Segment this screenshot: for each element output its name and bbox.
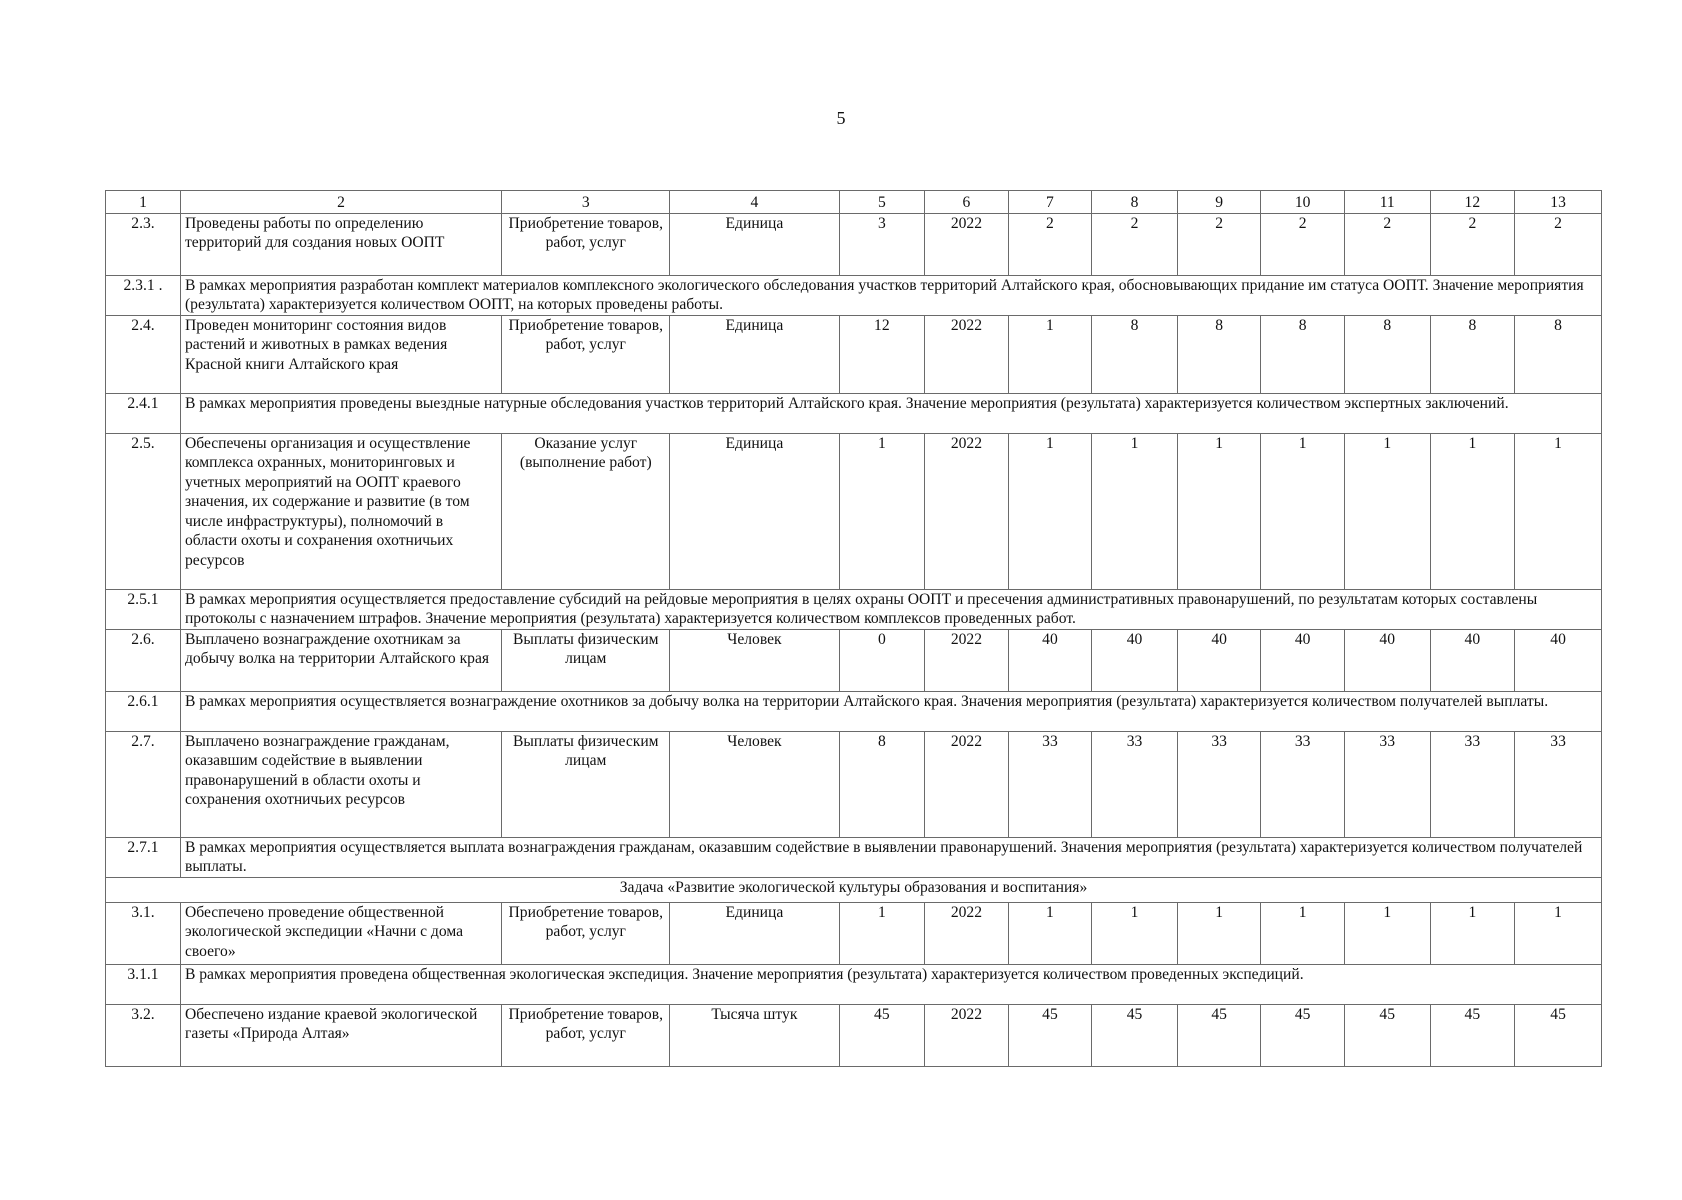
value-cell: 2022 bbox=[925, 213, 1009, 275]
value-cell: 2022 bbox=[925, 433, 1009, 589]
unit-of-measure: Единица bbox=[670, 433, 839, 589]
value-cell: 1 bbox=[1344, 433, 1430, 589]
measure-name: Обеспечены организация и осуществление комплекса охранных, мониторинговых и учетных мероприятий на ООПТ краевого значения, их содержание и развитие (в том числе инфраструктуры), полномочий в области охоты и сохранения охотничьих ресурсов bbox=[180, 433, 501, 589]
table-row bbox=[106, 731, 1602, 837]
row-number: 2.4.1 bbox=[106, 393, 181, 433]
column-number-header: 7 bbox=[1008, 191, 1092, 214]
value-cell: 1 bbox=[1177, 433, 1261, 589]
value-cell: 1 bbox=[1261, 433, 1345, 589]
value-cell: 40 bbox=[1430, 629, 1515, 691]
measure-name: Обеспечено проведение общественной экологической экспедиции «Начни с дома своего» bbox=[180, 902, 501, 964]
value-cell: 1 bbox=[839, 902, 925, 964]
value-cell: 8 bbox=[1177, 315, 1261, 393]
value-cell: 33 bbox=[1430, 731, 1515, 837]
measure-description: В рамках мероприятия проведена общественная экологическая экспедиция. Значение мероприятия (результата) характеризуется количеством проведенных экспедиций. bbox=[180, 964, 1601, 1004]
row-number: 3.1.1 bbox=[106, 964, 181, 1004]
page-number: 5 bbox=[836, 108, 846, 128]
row-number: 2.5. bbox=[106, 433, 181, 589]
task-heading-row bbox=[106, 877, 1602, 902]
value-cell: 3 bbox=[839, 213, 925, 275]
value-cell: 2 bbox=[1515, 213, 1602, 275]
task-heading: Задача «Развитие экологической культуры образования и воспитания» bbox=[106, 877, 1602, 902]
value-cell: 33 bbox=[1515, 731, 1602, 837]
measure-type: Выплаты физическим лицам bbox=[502, 731, 670, 837]
value-cell: 1 bbox=[1515, 433, 1602, 589]
unit-of-measure: Единица bbox=[670, 315, 839, 393]
value-cell: 1 bbox=[1177, 902, 1261, 964]
column-number-header: 11 bbox=[1344, 191, 1430, 214]
description-row bbox=[106, 275, 1602, 315]
measure-description: В рамках мероприятия осуществляется предоставление субсидий на рейдовые мероприятия в целях охраны ООПТ и пресечения административных правонарушений, по результатам которых составлены протоколы с назначением штрафов. Значение мероприятия (результата) характеризуется количеством комплексов проведенных работ. bbox=[180, 589, 1601, 629]
value-cell: 12 bbox=[839, 315, 925, 393]
value-cell: 8 bbox=[1515, 315, 1602, 393]
value-cell: 40 bbox=[1344, 629, 1430, 691]
table-row bbox=[106, 1004, 1602, 1066]
measure-name: Выплачено вознаграждение гражданам, оказавшим содействие в выявлении правонарушений в области охоты и сохранения охотничьих ресурсов bbox=[180, 731, 501, 837]
measure-description: В рамках мероприятия разработан комплект материалов комплексного экологического обследования участков территорий Алтайского края, обосновывающих придание им статуса ООПТ. Значение мероприятия (результата) характеризуется количеством ООПТ, на которых проведены работы. bbox=[180, 275, 1601, 315]
value-cell: 45 bbox=[839, 1004, 925, 1066]
value-cell: 1 bbox=[1430, 433, 1515, 589]
value-cell: 33 bbox=[1261, 731, 1345, 837]
column-number-header: 4 bbox=[670, 191, 839, 214]
value-cell: 0 bbox=[839, 629, 925, 691]
value-cell: 1 bbox=[1515, 902, 1602, 964]
description-row bbox=[106, 837, 1602, 877]
value-cell: 1 bbox=[1430, 902, 1515, 964]
column-number-header: 1 bbox=[106, 191, 181, 214]
measure-type: Приобретение товаров, работ, услуг bbox=[502, 902, 670, 964]
measure-description: В рамках мероприятия осуществляется выплата вознаграждения гражданам, оказавшим содействие в выявлении правонарушений. Значения мероприятия (результата) характеризуется количеством получателей выплаты. bbox=[180, 837, 1601, 877]
column-number-header: 2 bbox=[180, 191, 501, 214]
value-cell: 40 bbox=[1008, 629, 1092, 691]
column-number-header: 6 bbox=[925, 191, 1009, 214]
measure-name: Выплачено вознаграждение охотникам за добычу волка на территории Алтайского края bbox=[180, 629, 501, 691]
measure-name: Проведены работы по определению территорий для создания новых ООПТ bbox=[180, 213, 501, 275]
value-cell: 2022 bbox=[925, 902, 1009, 964]
column-number-header: 13 bbox=[1515, 191, 1602, 214]
column-number-header: 12 bbox=[1430, 191, 1515, 214]
value-cell: 45 bbox=[1344, 1004, 1430, 1066]
measure-type: Приобретение товаров, работ, услуг bbox=[502, 213, 670, 275]
value-cell: 2 bbox=[1177, 213, 1261, 275]
value-cell: 45 bbox=[1261, 1004, 1345, 1066]
table-row bbox=[106, 213, 1602, 275]
value-cell: 2 bbox=[1430, 213, 1515, 275]
measure-type: Приобретение товаров, работ, услуг bbox=[502, 1004, 670, 1066]
unit-of-measure: Тысяча штук bbox=[670, 1004, 839, 1066]
value-cell: 2 bbox=[1344, 213, 1430, 275]
value-cell: 2022 bbox=[925, 315, 1009, 393]
value-cell: 45 bbox=[1177, 1004, 1261, 1066]
table-row bbox=[106, 433, 1602, 589]
row-number: 2.6. bbox=[106, 629, 181, 691]
value-cell: 8 bbox=[839, 731, 925, 837]
description-row bbox=[106, 964, 1602, 1004]
value-cell: 1 bbox=[1008, 433, 1092, 589]
value-cell: 2022 bbox=[925, 629, 1009, 691]
value-cell: 1 bbox=[1261, 902, 1345, 964]
row-number: 2.7. bbox=[106, 731, 181, 837]
value-cell: 40 bbox=[1515, 629, 1602, 691]
table-row bbox=[106, 629, 1602, 691]
value-cell: 45 bbox=[1092, 1004, 1178, 1066]
value-cell: 1 bbox=[1008, 902, 1092, 964]
measure-description: В рамках мероприятия проведены выездные натурные обследования участков территорий Алтайского края. Значение мероприятия (результата) характеризуется количеством экспертных заключений. bbox=[180, 393, 1601, 433]
value-cell: 33 bbox=[1177, 731, 1261, 837]
measure-name: Обеспечено издание краевой экологической газеты «Природа Алтая» bbox=[180, 1004, 501, 1066]
description-row bbox=[106, 393, 1602, 433]
value-cell: 8 bbox=[1430, 315, 1515, 393]
value-cell: 33 bbox=[1008, 731, 1092, 837]
measure-type: Приобретение товаров, работ, услуг bbox=[502, 315, 670, 393]
table-row bbox=[106, 315, 1602, 393]
column-number-header: 5 bbox=[839, 191, 925, 214]
value-cell: 33 bbox=[1092, 731, 1178, 837]
row-number: 3.2. bbox=[106, 1004, 181, 1066]
measure-description: В рамках мероприятия осуществляется вознаграждение охотников за добычу волка на территории Алтайского края. Значения мероприятия (результата) характеризуется количеством получателей выплаты. bbox=[180, 691, 1601, 731]
indicators-table bbox=[105, 190, 1602, 1067]
value-cell: 45 bbox=[1515, 1004, 1602, 1066]
row-number: 2.5.1 bbox=[106, 589, 181, 629]
row-number: 2.6.1 bbox=[106, 691, 181, 731]
value-cell: 2022 bbox=[925, 1004, 1009, 1066]
table-row bbox=[106, 902, 1602, 964]
value-cell: 1 bbox=[1008, 315, 1092, 393]
unit-of-measure: Единица bbox=[670, 902, 839, 964]
unit-of-measure: Человек bbox=[670, 731, 839, 837]
unit-of-measure: Единица bbox=[670, 213, 839, 275]
value-cell: 8 bbox=[1344, 315, 1430, 393]
value-cell: 2022 bbox=[925, 731, 1009, 837]
value-cell: 2 bbox=[1092, 213, 1178, 275]
row-number: 2.3. bbox=[106, 213, 181, 275]
unit-of-measure: Человек bbox=[670, 629, 839, 691]
table-header-row bbox=[106, 191, 1602, 214]
row-number: 2.4. bbox=[106, 315, 181, 393]
value-cell: 45 bbox=[1008, 1004, 1092, 1066]
value-cell: 45 bbox=[1430, 1004, 1515, 1066]
value-cell: 1 bbox=[839, 433, 925, 589]
description-row bbox=[106, 691, 1602, 731]
measure-type: Выплаты физическим лицам bbox=[502, 629, 670, 691]
column-number-header: 3 bbox=[502, 191, 670, 214]
value-cell: 2 bbox=[1261, 213, 1345, 275]
value-cell: 40 bbox=[1177, 629, 1261, 691]
value-cell: 1 bbox=[1344, 902, 1430, 964]
row-number: 2.3.1 . bbox=[106, 275, 181, 315]
value-cell: 40 bbox=[1261, 629, 1345, 691]
row-number: 3.1. bbox=[106, 902, 181, 964]
value-cell: 2 bbox=[1008, 213, 1092, 275]
measure-name: Проведен мониторинг состояния видов растений и животных в рамках ведения Красной книги Алтайского края bbox=[180, 315, 501, 393]
value-cell: 8 bbox=[1261, 315, 1345, 393]
description-row bbox=[106, 589, 1602, 629]
value-cell: 40 bbox=[1092, 629, 1178, 691]
column-number-header: 10 bbox=[1261, 191, 1345, 214]
measure-type: Оказание услуг (выполнение работ) bbox=[502, 433, 670, 589]
column-number-header: 9 bbox=[1177, 191, 1261, 214]
value-cell: 1 bbox=[1092, 433, 1178, 589]
column-number-header: 8 bbox=[1092, 191, 1178, 214]
value-cell: 1 bbox=[1092, 902, 1178, 964]
value-cell: 33 bbox=[1344, 731, 1430, 837]
row-number: 2.7.1 bbox=[106, 837, 181, 877]
value-cell: 8 bbox=[1092, 315, 1178, 393]
